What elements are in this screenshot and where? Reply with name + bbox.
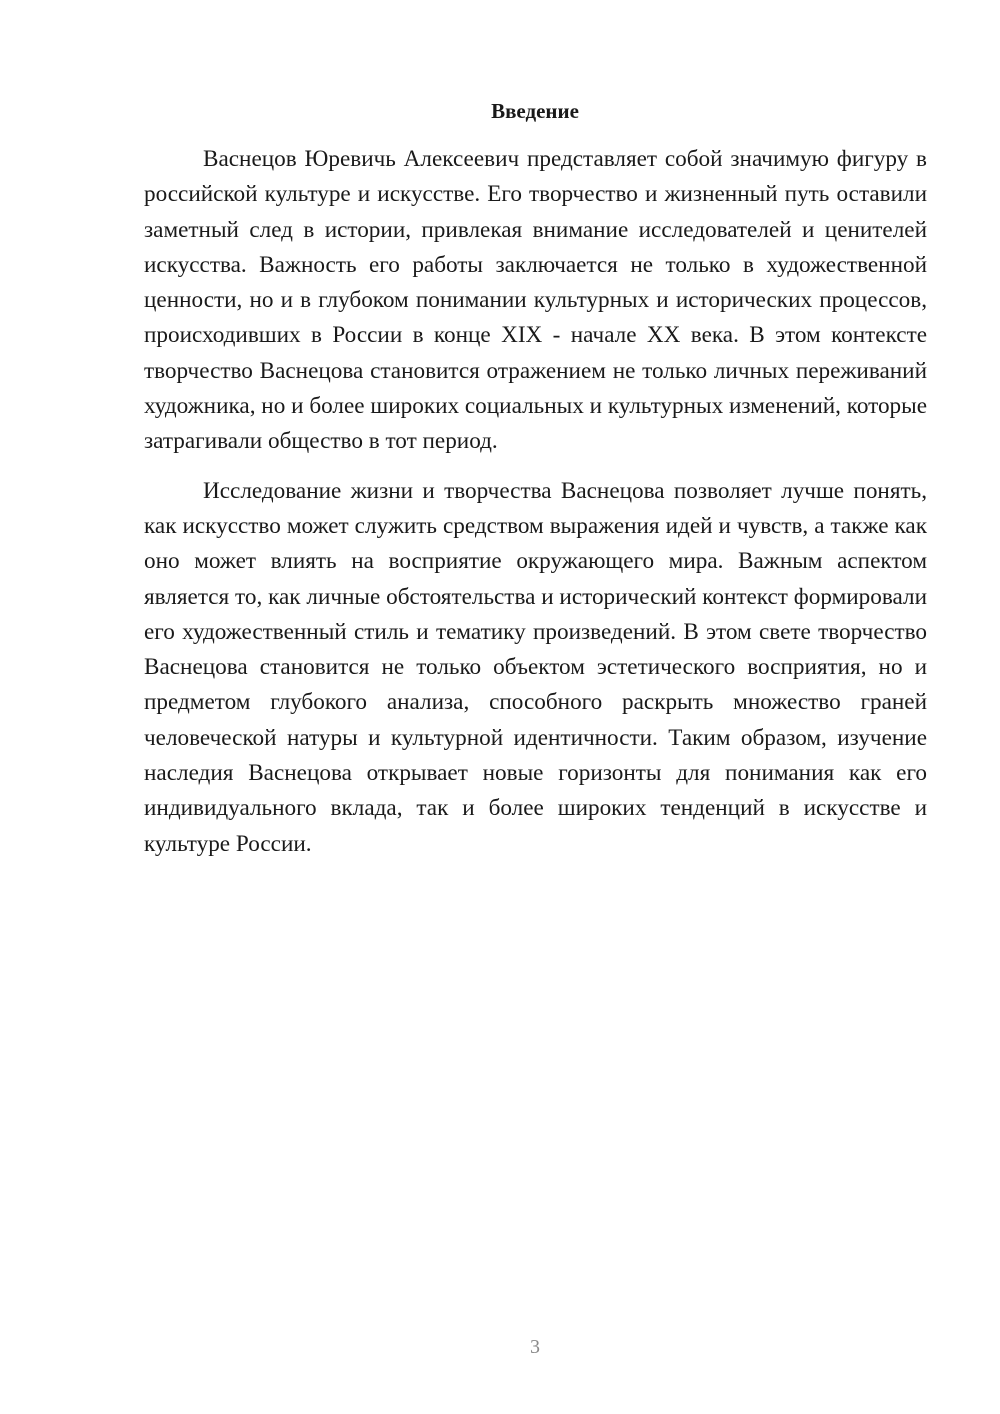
paragraph-1: Васнецов Юревичь Алексеевич представляет собой значимую фигуру в российской культуре и искусстве. Его творчество и жизненный путь оставили заметный след в истории, привлекая внимание исследователей и ценителей искусства. Важность его работы заключается не только в художественной ценности, но и в глубоком понимании культурных и исторических процессов, происходивших в России в конце XIX - начале XX века. В этом контексте творчество Васнецова становится отражением не только личных переживаний художника, но и более широких социальных и культурных изменений, которые затрагивали общество в тот период.: [144, 146, 927, 455]
paragraph-2: Исследование жизни и творчества Васнецова позволяет лучше понять, как искусство может служить средством выражения идей и чувств, а также как оно может влиять на восприятие окружающего мира. Важным аспектом является то, как личные обстоятельства и исторический контекст формировали его художественный стиль и тематику произведений. В этом свете творчество Васнецова становится не только объектом эстетического восприятия, но и предметом глубокого анализа, способного раскрыть множество граней человеческой натуры и культурной идентичности. Таким образом, изучение наследия Васнецова открывает новые горизонты для понимания как его индивидуального вклада, так и более широких тенденций в искусстве и культуре России.: [144, 477, 927, 857]
section-title: Введение: [491, 99, 579, 123]
body-text: [144, 142, 927, 876]
page-number: 3: [530, 1336, 540, 1358]
